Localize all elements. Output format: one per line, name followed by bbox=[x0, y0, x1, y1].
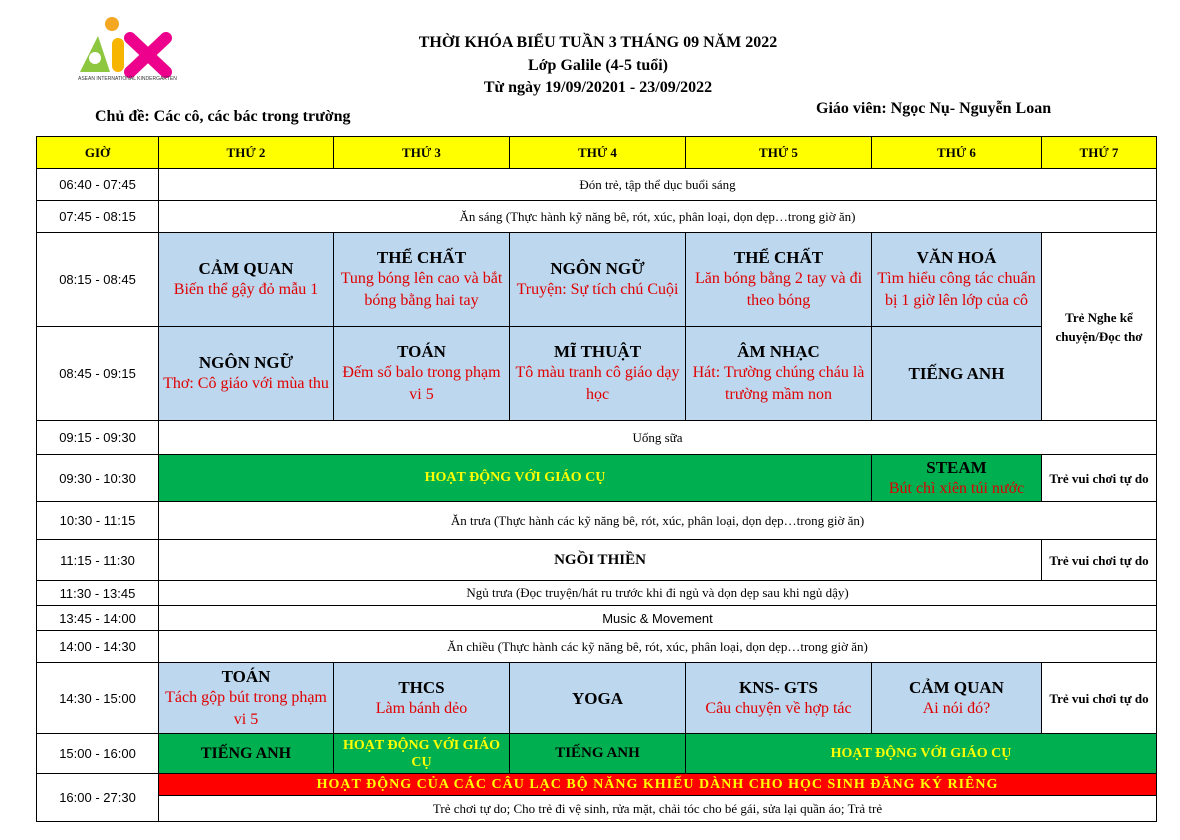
steam-cell bbox=[872, 455, 1042, 502]
activity-cell: Uống sữa bbox=[159, 421, 1157, 455]
lesson-subject: THỂ CHẤT bbox=[376, 248, 467, 267]
green-activity-cell: HOẠT ĐỘNG VỚI GIÁO CỤ bbox=[159, 455, 872, 502]
time-cell: 10:30 - 11:15 bbox=[37, 502, 159, 540]
saturday-cell: Trẻ vui chơi tự do bbox=[1042, 540, 1157, 581]
lesson-subject: THCS bbox=[398, 677, 445, 697]
activity-cell: Music & Movement bbox=[159, 606, 1157, 631]
table-row bbox=[37, 734, 1157, 774]
lesson-desc: Tìm hiểu công tác chuẩn bị 1 giờ lên lớp của cô bbox=[877, 270, 1036, 309]
table-row bbox=[37, 502, 1157, 540]
lesson-desc: Thơ: Cô giáo với mùa thu bbox=[163, 375, 329, 392]
date-range: Từ ngày 19/09/20201 - 23/09/2022 bbox=[483, 79, 713, 96]
lesson-subject: CẢM QUAN bbox=[909, 677, 1004, 697]
lesson-subject: NGÔN NGỮ bbox=[198, 353, 294, 372]
time-cell: 14:00 - 14:30 bbox=[37, 631, 159, 663]
table-row bbox=[37, 663, 1157, 734]
time-cell: 16:00 - 27:30 bbox=[37, 774, 159, 822]
lesson-cell bbox=[510, 233, 686, 327]
time-cell: 09:15 - 09:30 bbox=[37, 421, 159, 455]
activity-cell: Ăn trưa (Thực hành các kỹ năng bê, rót, xúc, phân loại, dọn dẹp…trong giờ ăn) bbox=[159, 502, 1157, 540]
time-cell: 08:15 - 08:45 bbox=[37, 233, 159, 327]
table-row bbox=[37, 327, 1157, 421]
time-cell: 13:45 - 14:00 bbox=[37, 606, 159, 631]
lesson-desc: Ai nói đó? bbox=[922, 699, 991, 717]
meditation-cell: NGỒI THIỀN bbox=[159, 540, 1042, 581]
table-row bbox=[37, 233, 1157, 327]
lesson-subject: YOGA bbox=[572, 688, 623, 708]
table-row bbox=[37, 540, 1157, 581]
lesson-subject: CẢM QUAN bbox=[198, 259, 294, 278]
lesson-cell bbox=[159, 663, 334, 734]
col-time: GIỜ bbox=[37, 137, 159, 169]
class-name: Lớp Galile (4-5 tuổi) bbox=[528, 57, 668, 74]
time-cell: 14:30 - 15:00 bbox=[37, 663, 159, 734]
lesson-desc: Hát: Trường chúng cháu là trường mầm non bbox=[692, 364, 865, 403]
time-cell: 06:40 - 07:45 bbox=[37, 169, 159, 201]
lesson-cell bbox=[510, 663, 686, 734]
lesson-desc: Truyện: Sự tích chú Cuội bbox=[516, 281, 679, 298]
table-row bbox=[37, 796, 1157, 822]
saturday-cell: Trẻ Nghe kể chuyện/Đọc thơ bbox=[1042, 233, 1157, 421]
english-cell: TIẾNG ANH bbox=[510, 734, 686, 774]
lesson-cell bbox=[686, 663, 872, 734]
activity-cell: Đón trẻ, tập thể dục buổi sáng bbox=[159, 169, 1157, 201]
activity-cell: Trẻ chơi tự do; Cho trẻ đi vệ sinh, rửa mặt, chải tóc cho bé gái, sửa lại quần áo; Trả trẻ bbox=[159, 796, 1157, 822]
time-cell: 15:00 - 16:00 bbox=[37, 734, 159, 774]
lesson-cell bbox=[334, 233, 510, 327]
green-activity-cell: HOẠT ĐỘNG VỚI GIÁO CỤ bbox=[686, 734, 1157, 774]
lesson-subject: STEAM bbox=[926, 457, 987, 477]
table-row bbox=[37, 606, 1157, 631]
col-fri: THỨ 6 bbox=[872, 137, 1042, 169]
lesson-subject: MĨ THUẬT bbox=[553, 342, 642, 361]
lesson-cell bbox=[872, 663, 1042, 734]
green-activity-cell: HOẠT ĐỘNG VỚI GIÁO CỤ bbox=[334, 734, 510, 774]
schedule-title: THỜI KHÓA BIỂU TUẦN 3 THÁNG 09 NĂM 2022 bbox=[418, 34, 778, 51]
table-row bbox=[37, 455, 1157, 502]
lesson-desc: Bút chì xiên túi nước bbox=[888, 479, 1025, 497]
lesson-cell bbox=[510, 327, 686, 421]
header-row bbox=[37, 137, 1157, 169]
saturday-cell: Trẻ vui chơi tự do bbox=[1042, 663, 1157, 734]
activity-cell: Ăn sáng (Thực hành kỹ năng bê, rót, xúc, phân loại, dọn dẹp…trong giờ ăn) bbox=[159, 201, 1157, 233]
time-cell: 07:45 - 08:15 bbox=[37, 201, 159, 233]
activity-cell: Ngủ trưa (Đọc truyện/hát ru trước khi đi ngủ và dọn dẹp sau khi ngủ dậy) bbox=[159, 581, 1157, 606]
teacher: Giáo viên: Ngọc Nụ- Nguyễn Loan bbox=[816, 100, 1052, 117]
english-cell: TIẾNG ANH bbox=[159, 734, 334, 774]
time-cell: 11:15 - 11:30 bbox=[37, 540, 159, 581]
lesson-cell bbox=[334, 327, 510, 421]
time-cell: 11:30 - 13:45 bbox=[37, 581, 159, 606]
lesson-subject: ÂM NHẠC bbox=[737, 342, 820, 361]
col-thu: THỨ 5 bbox=[686, 137, 872, 169]
col-mon: THỨ 2 bbox=[159, 137, 334, 169]
col-sat: THỨ 7 bbox=[1042, 137, 1157, 169]
club-activity-cell: HOẠT ĐỘNG CỦA CÁC CÂU LẠC BỘ NĂNG KHIẾU DÀNH CHO HỌC SINH ĐĂNG KÝ RIÊNG bbox=[159, 774, 1157, 796]
lesson-desc: Tung bóng lên cao và bắt bóng bằng hai tay bbox=[340, 270, 503, 309]
lesson-cell bbox=[159, 233, 334, 327]
activity-cell: Ăn chiều (Thực hành các kỹ năng bê, rót, xúc, phân loại, dọn dẹp…trong giờ ăn) bbox=[159, 631, 1157, 663]
lesson-desc: Làm bánh dẻo bbox=[375, 699, 468, 717]
timetable bbox=[36, 136, 1157, 822]
col-tue: THỨ 3 bbox=[334, 137, 510, 169]
lesson-cell bbox=[686, 327, 872, 421]
table-row bbox=[37, 631, 1157, 663]
lesson-cell bbox=[159, 327, 334, 421]
table-row bbox=[37, 581, 1157, 606]
lesson-cell bbox=[872, 233, 1042, 327]
time-cell: 09:30 - 10:30 bbox=[37, 455, 159, 502]
table-row bbox=[37, 421, 1157, 455]
lesson-cell bbox=[334, 663, 510, 734]
lesson-subject: NGÔN NGỮ bbox=[550, 259, 645, 278]
lesson-cell bbox=[872, 327, 1042, 421]
lesson-desc: Tách gộp bút trong phạm vi 5 bbox=[165, 688, 327, 728]
lesson-subject: TOÁN bbox=[221, 666, 271, 686]
table-row bbox=[37, 201, 1157, 233]
lesson-subject: VĂN HOÁ bbox=[916, 248, 997, 267]
lesson-subject: KNS- GTS bbox=[739, 677, 818, 697]
table-row bbox=[37, 774, 1157, 796]
lesson-subject: TOÁN bbox=[397, 342, 446, 361]
lesson-desc: Biến thể gậy đỏ mẫu 1 bbox=[173, 281, 319, 298]
saturday-cell: Trẻ vui chơi tự do bbox=[1042, 455, 1157, 502]
topic: Chủ đề: Các cô, các bác trong trường bbox=[95, 108, 351, 125]
lesson-cell bbox=[686, 233, 872, 327]
table-row bbox=[37, 169, 1157, 201]
col-wed: THỨ 4 bbox=[510, 137, 686, 169]
lesson-desc: Lăn bóng bằng 2 tay và đi theo bóng bbox=[694, 270, 863, 309]
lesson-desc: Câu chuyện về hợp tác bbox=[705, 699, 852, 717]
lesson-desc: Đếm số balo trong phạm vi 5 bbox=[342, 364, 501, 403]
lesson-desc: Tô màu tranh cô giáo dạy học bbox=[515, 364, 680, 403]
logo-text: ASEAN INTERNATIONAL KINDERGARTEN bbox=[78, 76, 177, 82]
lesson-subject: TIẾNG ANH bbox=[908, 364, 1005, 383]
time-cell: 08:45 - 09:15 bbox=[37, 327, 159, 421]
lesson-subject: THỂ CHẤT bbox=[733, 248, 824, 267]
